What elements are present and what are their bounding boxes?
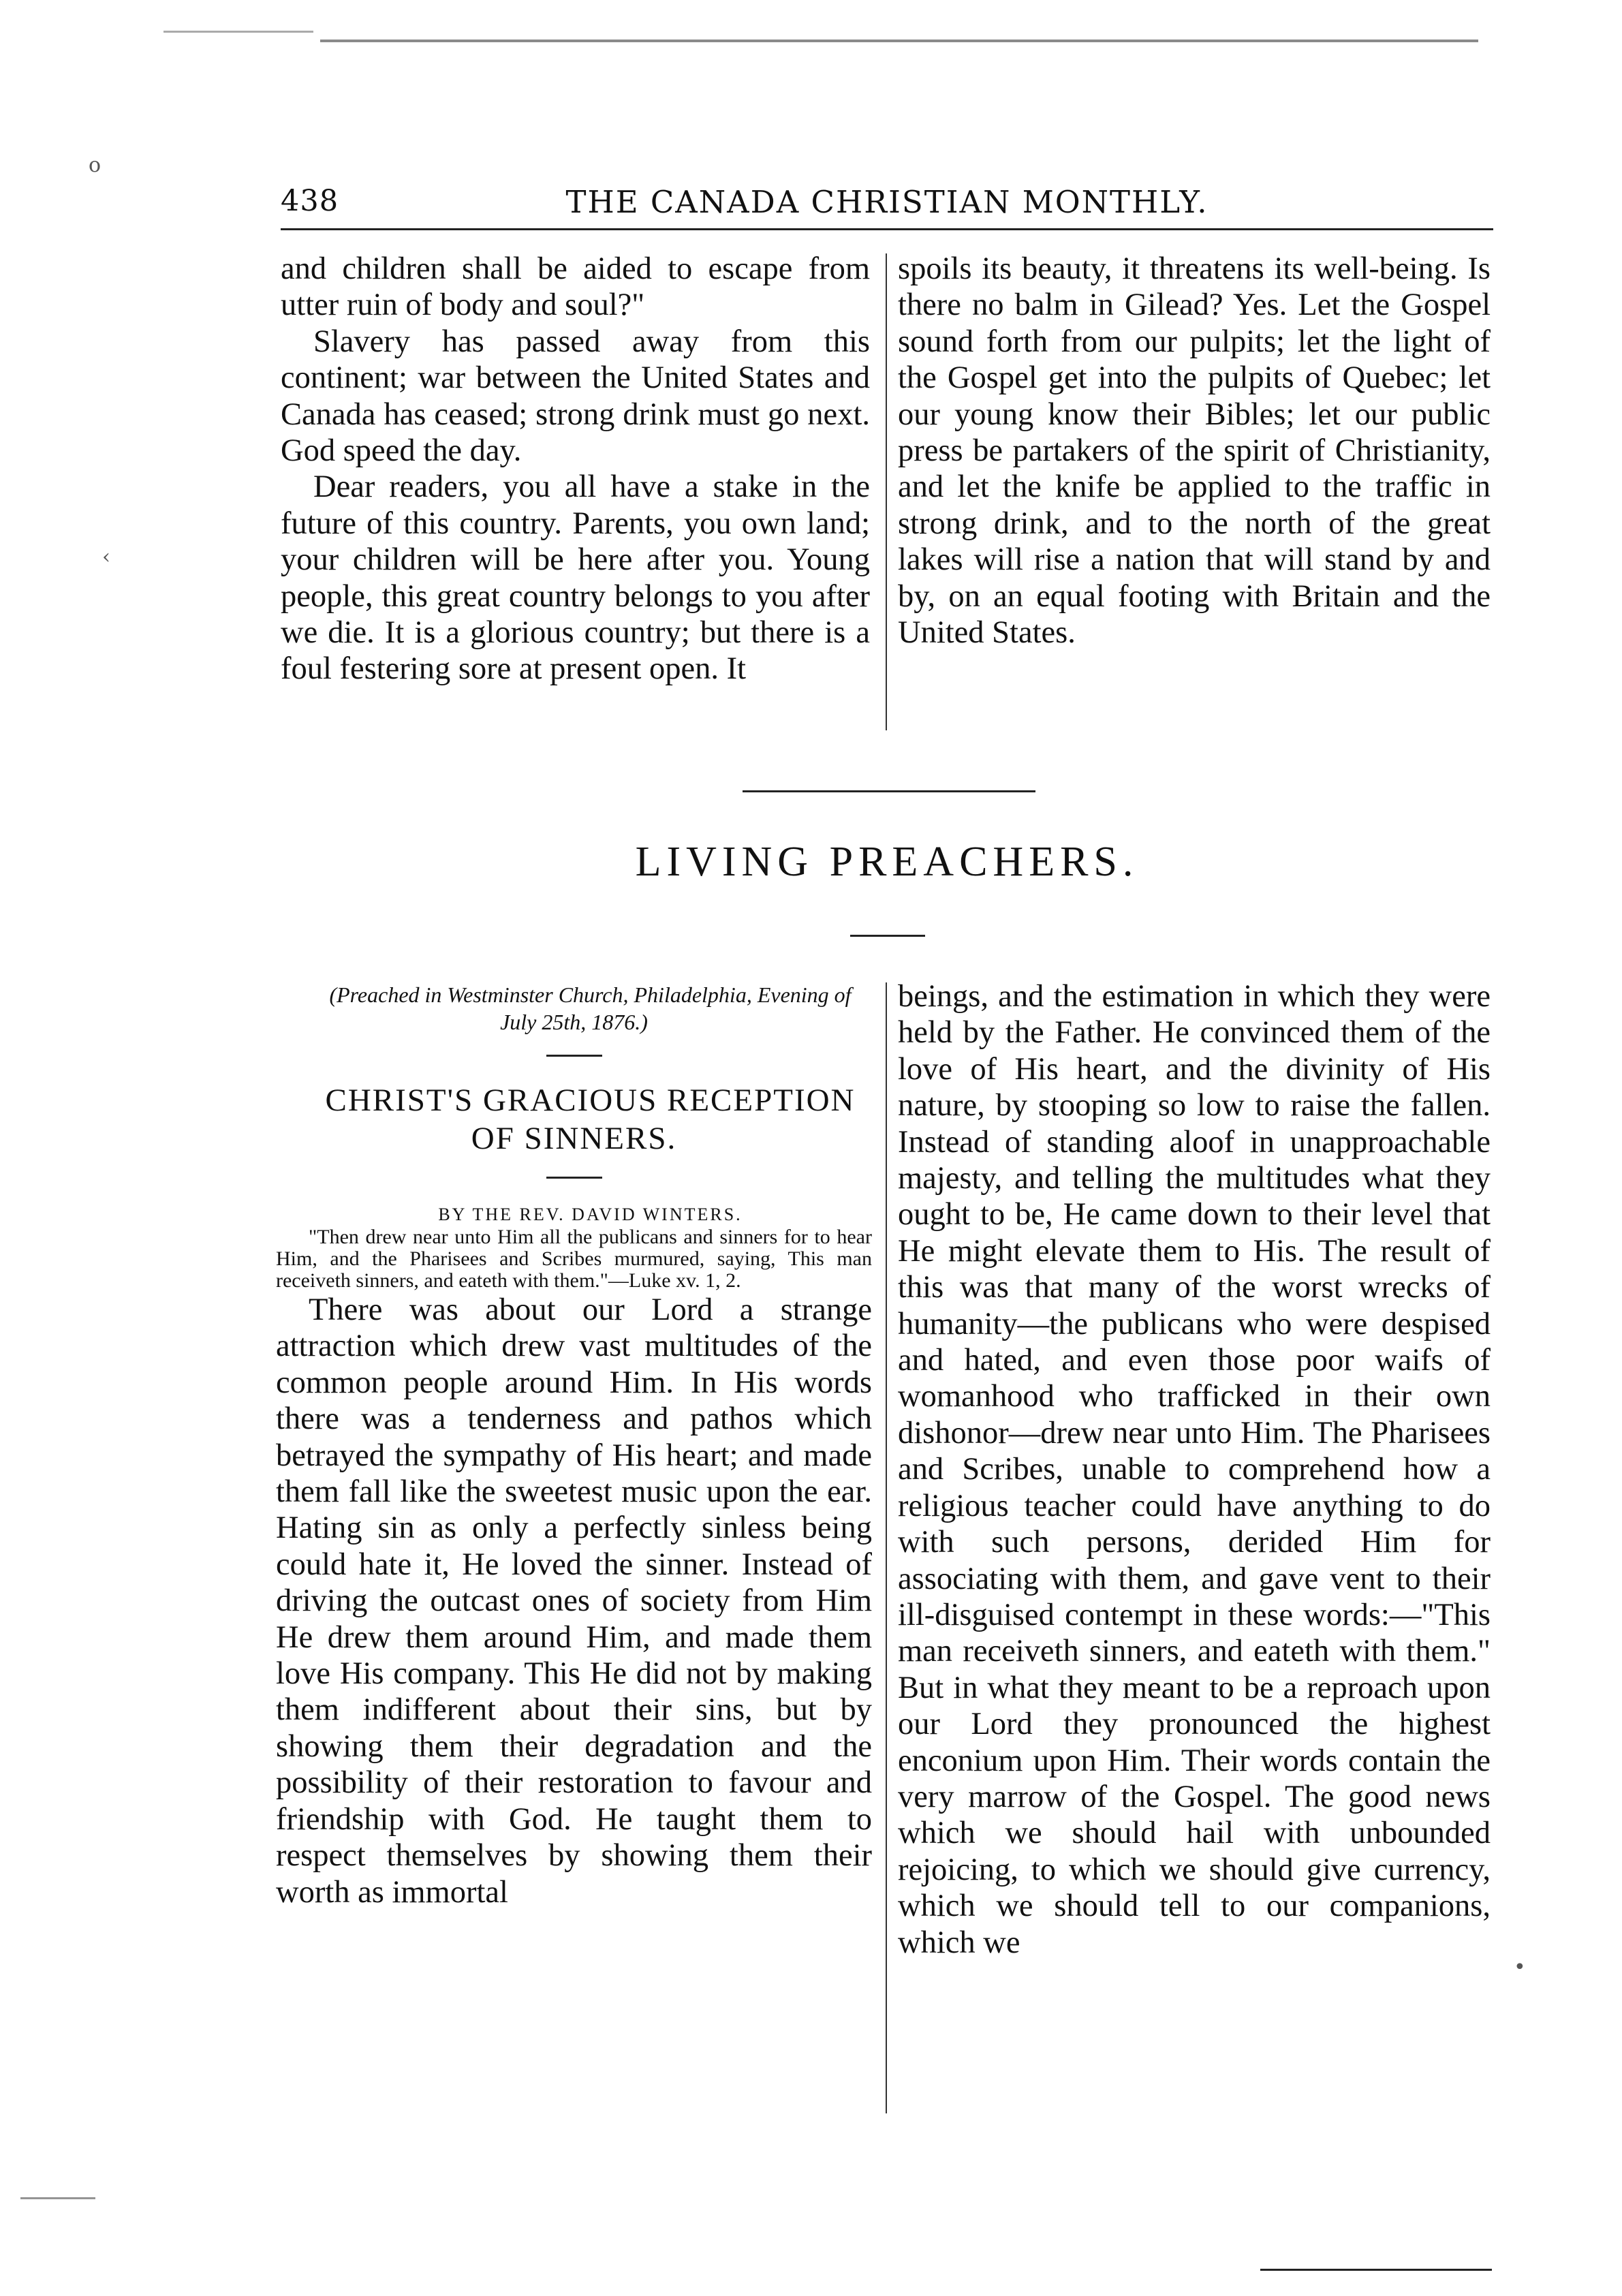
top-right-column (898, 251, 1491, 651)
paragraph: spoils its beauty, it threatens its well-being. Is there no balm in Gilead? Yes. Let the Gospel sound forth from our pulpits; let the light of the Gospel get into the pulpits of Quebec; let our young know their Bibles; let our public press be partakers of the spirit of Christianity, and let the knife be applied to the traffic in strong drink, and to the north of the great lakes will rise a nation that will stand by and by, on an equal footing with Britain and the United States. (898, 251, 1491, 651)
byline: BY THE REV. DAVID WINTERS. (438, 1205, 743, 1224)
scan-bottom-mark (20, 2197, 95, 2199)
heading-underline (850, 935, 925, 937)
section-separator (743, 790, 1035, 792)
scan-top-rule (320, 40, 1478, 42)
margin-mark: o (89, 153, 102, 177)
section-heading: LIVING PREACHERS. (635, 839, 1139, 885)
scan-bottom-rule (1260, 2269, 1492, 2271)
epigraph: "Then drew near unto Him all the publicans and sinners for to hear Him, and the Pharisees and Scribes murmured, saying, This man receiveth sinners, and eateth with them."—Luke xv. 1, 2. (276, 1226, 872, 1292)
article-title: CHRIST'S GRACIOUS RECEPTION OF SINNERS. (325, 1083, 856, 1156)
running-title: THE CANADA CHRISTIAN MONTHLY. (565, 184, 1208, 220)
running-header (281, 184, 1493, 225)
paragraph: beings, and the estimation in which they were held by the Father. He convinced them of the love of His heart, and the divinity of His nature, by stooping so low to raise the fallen. Instead of standing aloof in unapproachable majesty, and telling the multitudes what they ought to be, He came down to their level that He might elevate them to His. The result of this was that many of the worst wrecks of humanity—the publicans who were despised and hated, and even those poor waifs of womanhood who trafficked in their own dishonor—drew near unto Him. The Pharisees and Scribes, unable to comprehend how a religious teacher could have anything to do with such persons, derided Him for associating with them, and gave vent to their ill-disguised contempt in these words:—"This man receiveth sinners, and eateth with them." But in what they meant to be a reproach upon our Lord they pronounced the highest enconium upon Him. Their words contain the very marrow of the Gospel. The good news which we should hail with unbounded rejoicing, to which we should give currency, which we should tell to our companions, which we (898, 979, 1491, 1960)
article-right-column (898, 978, 1491, 1961)
paragraph: There was about our Lord a strange attraction which drew vast multitudes of the common people around Him. In His words there was a tenderness and pathos which betrayed the sympathy of His heart; and made them fall like the sweetest music upon the ear. Hating sin as only a perfectly sinless being could hate it, He loved the sinner. Instead of driving the outcast ones of society from Him He drew them around Him, and made them love His company. This He did not by making them indifferent about their sins, but by showing them their degradation and the possibility of their restoration to favour and friendship with God. He taught them to respect themselves by showing them their worth as immortal (276, 1292, 872, 1910)
scan-top-rule-2 (163, 31, 313, 33)
header-rule (281, 228, 1493, 230)
column-divider (886, 982, 887, 2113)
margin-mark: ‹ (102, 545, 110, 569)
margin-mark: • (1514, 1955, 1526, 1979)
short-rule (546, 1177, 602, 1179)
paragraph: Dear readers, you all have a stake in the future of this country. Parents, you own land; your children will be here after you. Young people, this great country belongs to you after we die. It is a glorious country; but there is a foul festering sore at present open. It (281, 469, 870, 687)
column-divider (886, 253, 887, 730)
article-left-column (276, 981, 872, 1910)
preached-note: (Preached in Westminster Church, Philadelphia, Evening of July 25th, 1876.) (329, 982, 852, 1034)
page-number: 438 (281, 184, 339, 218)
top-left-column (281, 251, 870, 687)
short-rule (546, 1055, 602, 1057)
paragraph: and children shall be aided to escape from utter ruin of body and soul?" (281, 251, 870, 323)
paragraph: Slavery has passed away from this continent; war between the United States and Canada has ceased; strong drink must go next. God speed the day. (281, 324, 870, 469)
